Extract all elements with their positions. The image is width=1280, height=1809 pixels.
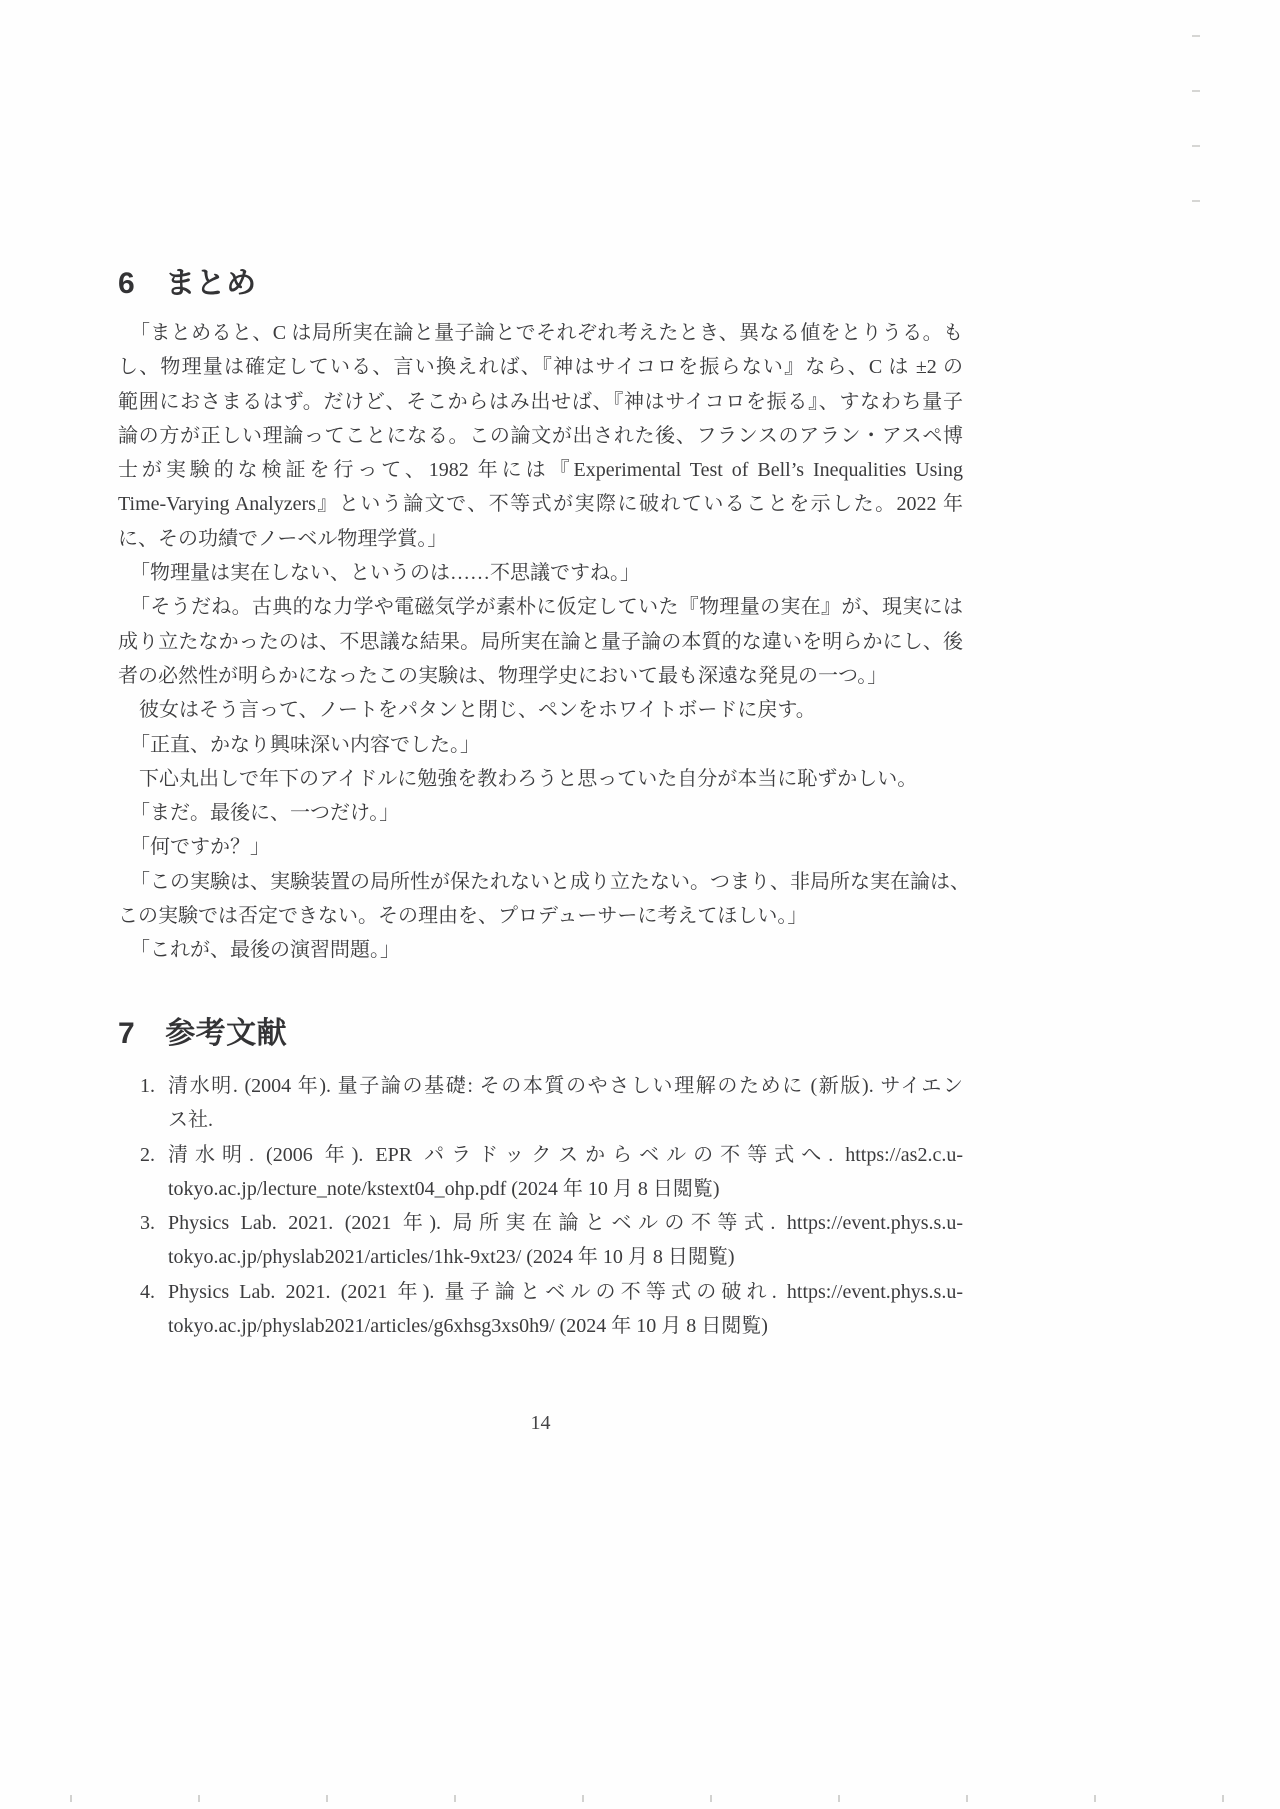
text-line: 「そうだね。古典的な力学や電磁気学が素朴に仮定していた『物理量の実在』が、現実には: [130, 596, 963, 619]
text-line: Physics Lab. 2021. (2021 年). 量子論とベルの不等式の破れ. https://event.phys.s.u-: [168, 1280, 963, 1303]
text-line: Physics Lab. 2021. (2021 年). 局所実在論とベルの不等式. https://event.phys.s.u-: [168, 1212, 963, 1235]
reference-marker: 2.: [140, 1143, 155, 1166]
reference-text: [168, 1275, 963, 1344]
text-line: tokyo.ac.jp/physlab2021/articles/g6xhsg3xs0h9/ (2024 年 10 月 8 日閲覧): [168, 1315, 768, 1338]
text-line: 「この実験は、実験装置の局所性が保たれないと成り立たない。つまり、非局所な実在論は、: [130, 870, 970, 893]
text-line: ス社.: [168, 1109, 213, 1132]
text-line: 「正直、かなり興味深い内容でした。」: [130, 733, 480, 756]
text-line: 成り立たなかったのは、不思議な結果。局所実在論と量子論の本質的な違いを明らかにし、後: [118, 630, 963, 653]
reference-item: [118, 1275, 963, 1344]
summary-paragraphs: [118, 316, 970, 968]
text-line: tokyo.ac.jp/physlab2021/articles/1hk-9xt23/ (2024 年 10 月 8 日閲覧): [168, 1246, 735, 1269]
text-line: 「物理量は実在しない、というのは……不思議ですね。」: [130, 562, 640, 585]
reference-text: [168, 1069, 963, 1138]
section-number: 6: [118, 267, 136, 300]
scan-artifact: [1192, 200, 1200, 202]
scan-artifact: [966, 1795, 968, 1802]
references-heading: [118, 1008, 287, 1052]
scan-artifact: [1222, 1795, 1224, 1802]
text-line: 清水明. (2004 年). 量子論の基礎: その本質のやさしい理解のために (新版). サイエン: [168, 1075, 963, 1097]
scan-artifact: [1192, 35, 1200, 37]
scan-artifact: [70, 1795, 72, 1802]
reference-item: [118, 1069, 963, 1138]
scan-artifact: [198, 1795, 200, 1802]
reference-list: [118, 1069, 963, 1343]
text-line: に、その功績でノーベル物理学賞。」: [118, 527, 448, 550]
text-line: 者の必然性が明らかになったこの実験は、物理学史において最も深遠な発見の一つ。」: [118, 664, 888, 687]
scan-artifact: [1192, 145, 1200, 147]
text-line: 論の方が正しい理論ってことになる。この論文が出された後、フランスのアラン・アスペ博: [118, 424, 963, 447]
page-number: 14: [530, 1412, 551, 1434]
scan-artifact: [326, 1795, 328, 1802]
text-line: 清水明. (2006 年). EPR パラドックスからベルの不等式へ. https://as2.c.u-: [168, 1143, 963, 1166]
reference-marker: 4.: [140, 1280, 155, 1303]
reference-text: [168, 1138, 963, 1207]
reference-item: [118, 1138, 963, 1207]
scan-artifact: [1192, 90, 1200, 92]
scan-artifact: [838, 1795, 840, 1802]
section-title: まとめ: [165, 267, 257, 300]
section-title: 参考文献: [165, 1017, 288, 1050]
text-line: Time-Varying Analyzers』という論文で、不等式が実際に破れていることを示した。2022 年: [118, 493, 963, 516]
text-line: tokyo.ac.jp/lecture_note/kstext04_ohp.pdf (2024 年 10 月 8 日閲覧): [168, 1177, 720, 1200]
summary-heading: [118, 258, 257, 302]
text-line: 「まだ。最後に、一つだけ。」: [130, 802, 400, 825]
text-line: 士が実験的な検証を行って、1982 年には『Experimental Test of Bell’s Inequalities Using: [118, 459, 963, 482]
text-line: 「何ですか？」: [130, 836, 270, 859]
scan-artifact: [582, 1795, 584, 1802]
section-number: 7: [118, 1017, 136, 1050]
text-line: 彼女はそう言って、ノートをパタンと閉じ、ペンをホワイトボードに戻す。: [139, 699, 816, 722]
text-line: 下心丸出しで年下のアイドルに勉強を教わろうと思っていた自分が本当に恥ずかしい。: [139, 767, 918, 790]
reference-item: [118, 1206, 963, 1275]
reference-marker: 1.: [140, 1075, 155, 1097]
scan-artifact: [1094, 1795, 1096, 1802]
text-line: し、物理量は確定している、言い換えれば、『神はサイコロを振らない』なら、C は ±2 の: [118, 356, 963, 379]
text-line: この実験では否定できない。その理由を、プロデューサーに考えてほしい。」: [118, 905, 808, 928]
reference-text: [168, 1206, 963, 1275]
text-line: 範囲におさまるはず。だけど、そこからはみ出せば、『神はサイコロを振る』、すなわち量子: [118, 390, 963, 413]
text-line: 「まとめると、C は局所実在論と量子論とでそれぞれ考えたとき、異なる値をとりうる。も: [130, 322, 963, 344]
reference-marker: 3.: [140, 1212, 155, 1235]
text-line: 「これが、最後の演習問題。」: [130, 939, 400, 962]
scan-artifact: [454, 1795, 456, 1802]
scan-artifact: [710, 1795, 712, 1802]
